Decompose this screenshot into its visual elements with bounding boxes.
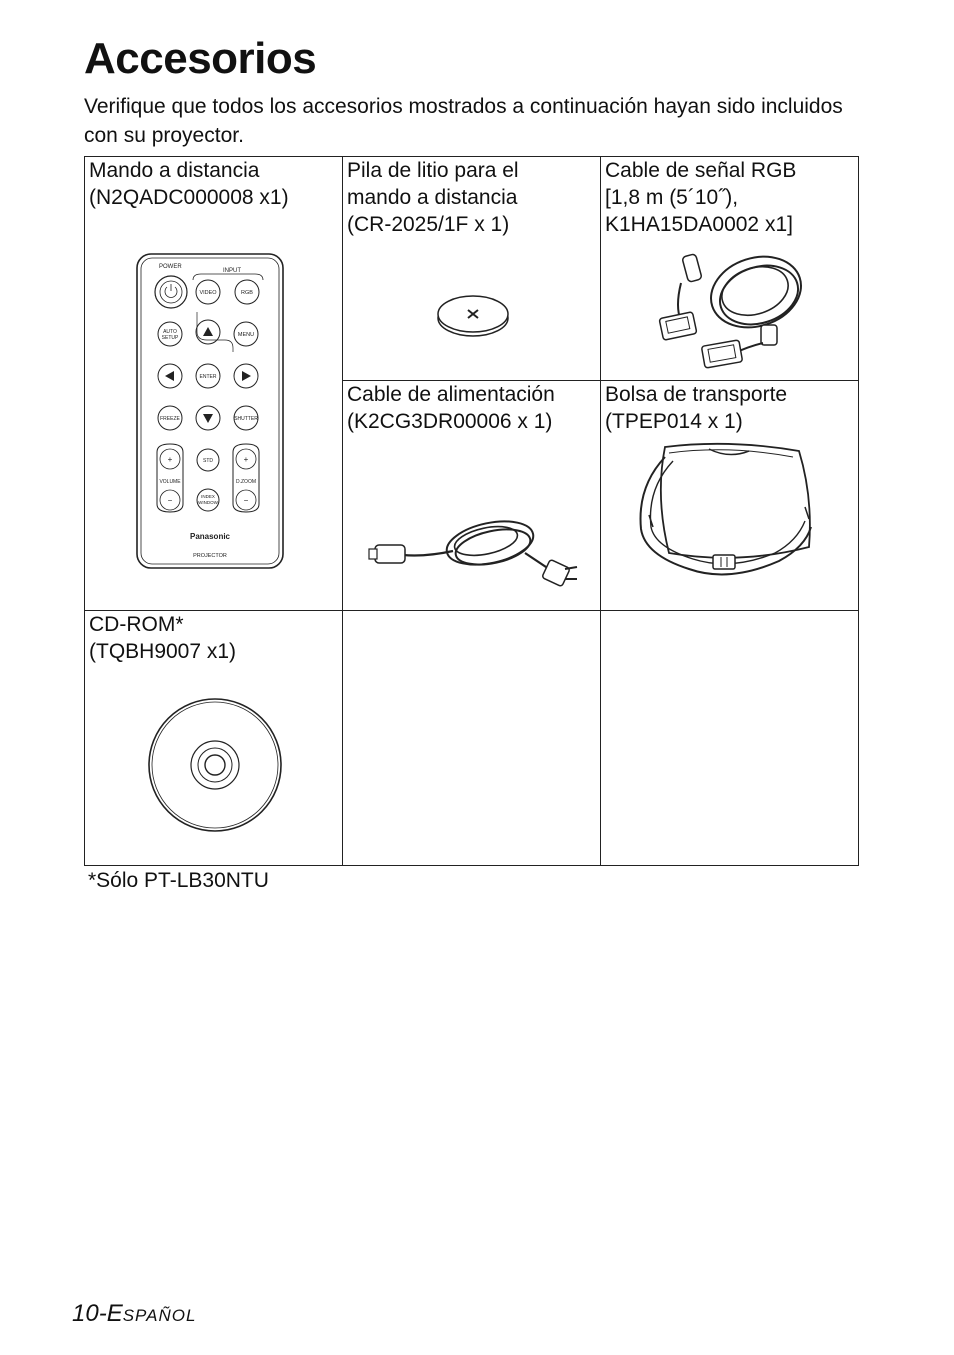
cell-cd-rom: [85, 611, 343, 866]
cd-rom-icon: [145, 695, 285, 835]
svg-text:D.ZOOM: D.ZOOM: [236, 479, 256, 485]
svg-text:INPUT: INPUT: [223, 268, 241, 274]
power-cable-icon: [365, 505, 585, 595]
svg-text:−: −: [167, 496, 173, 505]
svg-text:WINDOW: WINDOW: [198, 500, 218, 505]
svg-text:VOLUME: VOLUME: [159, 479, 181, 485]
rgb-cable-icon: [651, 247, 811, 372]
cell-lithium-battery: [343, 157, 601, 381]
folio-language: SPAÑOL: [122, 1306, 197, 1325]
svg-text:+: +: [167, 455, 173, 464]
svg-text:+: +: [243, 455, 249, 464]
lithium-battery-icon: [435, 293, 511, 339]
svg-text:STD: STD: [203, 458, 213, 464]
carrying-bag-icon: [629, 437, 829, 602]
svg-text:MENU: MENU: [237, 332, 255, 338]
svg-text:VIDEO: VIDEO: [199, 290, 217, 296]
svg-text:−: −: [243, 496, 249, 505]
page-folio: [72, 1300, 196, 1328]
svg-text:PROJECTOR: PROJECTOR: [193, 553, 227, 559]
cell-carrying-bag: [601, 381, 859, 611]
folio-number: 10-E: [72, 1300, 123, 1327]
intro-text: Verifique que todos los accesorios mostrados a continuación hayan sido incluidos con su proyector.: [84, 95, 843, 147]
item-label-cd-rom: CD-ROM* (TQBH9007 x1): [89, 613, 237, 663]
page-title: Accesorios: [84, 34, 317, 83]
remote-control-icon: [135, 252, 285, 572]
cell-rgb-cable: [601, 157, 859, 381]
footnote: *Sólo PT-LB30NTU: [88, 869, 269, 892]
item-label-rgb-cable: Cable de señal RGB [1,8 m (5´10˝), K1HA15DA0002 x1]: [605, 159, 797, 236]
item-label-remote: Mando a distancia (N2QADC000008 x1): [89, 159, 289, 209]
svg-text:POWER: POWER: [159, 264, 182, 270]
item-label-bag: Bolsa de transporte (TPEP014 x 1): [605, 383, 788, 433]
svg-text:Panasonic: Panasonic: [189, 532, 231, 541]
cell-empty-1: [343, 611, 601, 866]
svg-text:AUTO: AUTO: [163, 329, 177, 335]
item-label-battery: Pila de litio para el mando a distancia (CR-2025/1F x 1): [347, 159, 519, 236]
svg-text:FREEZE: FREEZE: [160, 416, 180, 422]
svg-text:SETUP: SETUP: [161, 335, 179, 341]
svg-text:ENTER: ENTER: [199, 374, 217, 380]
accessories-table: [84, 156, 859, 866]
svg-text:INDEX: INDEX: [201, 494, 215, 499]
cell-remote-control: [85, 157, 343, 611]
cell-power-cable: [343, 381, 601, 611]
svg-text:RGB: RGB: [241, 290, 253, 296]
svg-text:SHUTTER: SHUTTER: [234, 416, 258, 422]
cell-empty-2: [601, 611, 859, 866]
item-label-power-cable: Cable de alimentación (K2CG3DR00006 x 1): [347, 383, 555, 433]
